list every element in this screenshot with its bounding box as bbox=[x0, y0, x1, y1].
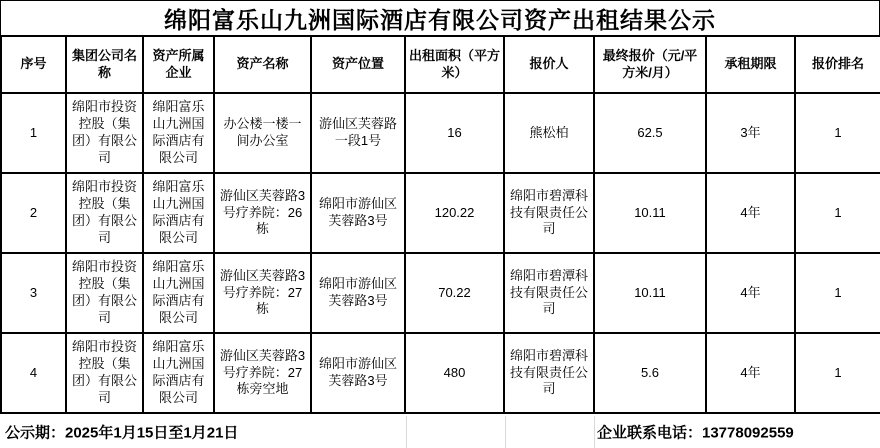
footer-bar bbox=[0, 414, 880, 448]
cell-index: 4 bbox=[1, 333, 66, 413]
cell-asset-name: 游仙区芙蓉路3号疗养院：27栋 bbox=[214, 253, 311, 333]
cell-final-price: 5.6 bbox=[594, 333, 706, 413]
cell-bidder: 绵阳市碧潭科技有限责任公司 bbox=[504, 253, 594, 333]
table-row bbox=[1, 93, 880, 173]
cell-group-company: 绵阳市投资控股（集团）有限公司 bbox=[66, 333, 143, 413]
cell-bid-rank: 1 bbox=[795, 253, 880, 333]
footer-gridline bbox=[505, 416, 506, 448]
table-row bbox=[1, 333, 880, 413]
col-header-bid-rank: 报价排名 bbox=[795, 36, 880, 93]
cell-asset-name: 游仙区芙蓉路3号疗养院：27栋旁空地 bbox=[214, 333, 311, 413]
rental-results-table bbox=[0, 35, 880, 414]
cell-bidder: 熊松柏 bbox=[504, 93, 594, 173]
cell-bid-rank: 1 bbox=[795, 93, 880, 173]
cell-rental-area: 120.22 bbox=[405, 173, 504, 253]
cell-bid-rank: 1 bbox=[795, 173, 880, 253]
cell-lease-term: 4年 bbox=[706, 333, 795, 413]
cell-rental-area: 480 bbox=[405, 333, 504, 413]
table-header-row bbox=[1, 36, 880, 93]
col-header-asset-name: 资产名称 bbox=[214, 36, 311, 93]
cell-asset-location: 绵阳市游仙区芙蓉路3号 bbox=[311, 173, 405, 253]
cell-rental-area: 70.22 bbox=[405, 253, 504, 333]
cell-asset-location: 绵阳市游仙区芙蓉路3号 bbox=[311, 253, 405, 333]
cell-asset-name: 游仙区芙蓉路3号疗养院：26栋 bbox=[214, 173, 311, 253]
publicity-period-text: 公示期：2025年1月15日至1月21日 bbox=[5, 424, 239, 442]
cell-asset-name: 办公楼一楼一间办公室 bbox=[214, 93, 311, 173]
cell-asset-location: 游仙区芙蓉路一段1号 bbox=[311, 93, 405, 173]
cell-index: 2 bbox=[1, 173, 66, 253]
cell-owning-enterprise: 绵阳富乐山九洲国际酒店有限公司 bbox=[143, 333, 214, 413]
col-header-final-price: 最终报价（元/平方米/月） bbox=[594, 36, 706, 93]
cell-final-price: 10.11 bbox=[594, 173, 706, 253]
cell-bid-rank: 1 bbox=[795, 333, 880, 413]
cell-index: 1 bbox=[1, 93, 66, 173]
cell-group-company: 绵阳市投资控股（集团）有限公司 bbox=[66, 93, 143, 173]
cell-group-company: 绵阳市投资控股（集团）有限公司 bbox=[66, 253, 143, 333]
cell-index: 3 bbox=[1, 253, 66, 333]
cell-lease-term: 3年 bbox=[706, 93, 795, 173]
cell-rental-area: 16 bbox=[405, 93, 504, 173]
cell-asset-location: 绵阳市游仙区芙蓉路3号 bbox=[311, 333, 405, 413]
footer-gridline bbox=[406, 416, 407, 448]
cell-lease-term: 4年 bbox=[706, 173, 795, 253]
col-header-bidder: 报价人 bbox=[504, 36, 594, 93]
col-header-lease-term: 承租期限 bbox=[706, 36, 795, 93]
table-row bbox=[1, 173, 880, 253]
cell-final-price: 10.11 bbox=[594, 253, 706, 333]
footer-gridline bbox=[594, 416, 595, 448]
table-row bbox=[1, 253, 880, 333]
contact-phone-text: 企业联系电话：13778092559 bbox=[597, 424, 794, 442]
cell-owning-enterprise: 绵阳富乐山九洲国际酒店有限公司 bbox=[143, 173, 214, 253]
col-header-asset-location: 资产位置 bbox=[311, 36, 405, 93]
col-header-owning-enterprise: 资产所属企业 bbox=[143, 36, 214, 93]
col-header-index: 序号 bbox=[1, 36, 66, 93]
cell-final-price: 62.5 bbox=[594, 93, 706, 173]
page-title: 绵阳富乐山九洲国际酒店有限公司资产出租结果公示 bbox=[0, 0, 880, 35]
cell-bidder: 绵阳市碧潭科技有限责任公司 bbox=[504, 173, 594, 253]
cell-owning-enterprise: 绵阳富乐山九洲国际酒店有限公司 bbox=[143, 93, 214, 173]
col-header-rental-area: 出租面积（平方米） bbox=[405, 36, 504, 93]
cell-lease-term: 4年 bbox=[706, 253, 795, 333]
cell-owning-enterprise: 绵阳富乐山九洲国际酒店有限公司 bbox=[143, 253, 214, 333]
cell-group-company: 绵阳市投资控股（集团）有限公司 bbox=[66, 173, 143, 253]
col-header-group-company: 集团公司名称 bbox=[66, 36, 143, 93]
cell-bidder: 绵阳市碧潭科技有限责任公司 bbox=[504, 333, 594, 413]
